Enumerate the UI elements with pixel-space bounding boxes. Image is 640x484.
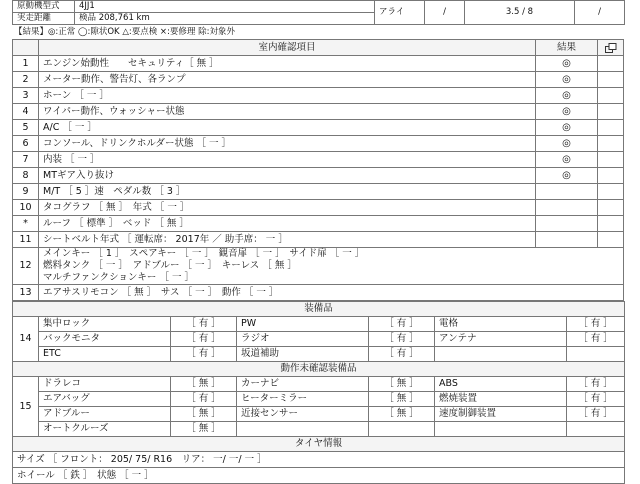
unverified-item-value <box>567 422 625 437</box>
row-no: 1 <box>13 56 39 72</box>
equipment-item-value: ［ 有 ］ <box>171 332 237 347</box>
check-row <box>13 152 624 168</box>
unverified-row <box>13 422 625 437</box>
row-result <box>536 232 598 248</box>
row-no: 2 <box>13 72 39 88</box>
check-row <box>13 104 624 120</box>
result-header: 結果 <box>536 40 598 56</box>
unverified-item-name: エアバッグ <box>39 392 171 407</box>
unverified-row <box>13 407 625 422</box>
row-result: ◎ <box>536 56 598 72</box>
check-row <box>13 168 624 184</box>
mileage-label: 実走距離 <box>13 13 75 25</box>
check-row <box>13 136 624 152</box>
unverified-item-name: 近接センサー <box>237 407 369 422</box>
row-item: ワイパー動作、ウォッシャー状態 <box>39 104 536 120</box>
result-legend: 【結果】◎:正常 ◯:隙状OK △:要点検 ×:要修理 除:対象外 <box>14 27 235 37</box>
row-no: 5 <box>13 120 39 136</box>
equipment-item-name: PW <box>237 317 369 332</box>
row-no: 3 <box>13 88 39 104</box>
engine-label: 原動機型式 <box>13 1 75 13</box>
unverified-item-value: ［ 有 ］ <box>567 377 625 392</box>
interior-title: 室内確認項目 <box>39 40 536 56</box>
equipment-item-name <box>435 347 567 362</box>
copy-icon <box>605 43 617 53</box>
row-result: ◎ <box>536 88 598 104</box>
row-result <box>536 184 598 200</box>
row-result: ◎ <box>536 136 598 152</box>
check-row <box>13 184 624 200</box>
engine-value: 4JJ1 <box>75 1 375 13</box>
equipment-item-value: ［ 有 ］ <box>369 347 435 362</box>
equipment-item-name: アンテナ <box>435 332 567 347</box>
equipment-item-name: 坂道補助 <box>237 347 369 362</box>
equipment-item-value: ［ 有 ］ <box>369 317 435 332</box>
equipment-item-value <box>567 347 625 362</box>
unverified-item-value: ［ 無 ］ <box>171 377 237 392</box>
equipment-item-name: 電格 <box>435 317 567 332</box>
equipment-no: 14 <box>13 317 39 362</box>
equipment-item-name: 集中ロック <box>39 317 171 332</box>
unverified-item-value: ［ 有 ］ <box>567 392 625 407</box>
align-label: アライ <box>375 1 425 25</box>
check-row <box>13 72 624 88</box>
row-result <box>536 216 598 232</box>
row-no: 4 <box>13 104 39 120</box>
row-12-line-1: メインキー ［ 1 ］ スペアキー ［ 一 ］ 観音扉 ［ 一 ］ サイド扉 ［ 一 ］ <box>43 248 365 259</box>
check-row <box>13 120 624 136</box>
tire-wheel: ホイール ［ 鉄 ］ 状態 ［ 一 ］ <box>13 468 625 484</box>
equipment-item-name: ETC <box>39 347 171 362</box>
document <box>12 0 624 484</box>
vehicle-info-table <box>12 0 625 25</box>
unverified-item-value: ［ 無 ］ <box>369 392 435 407</box>
unverified-item-value: ［ 無 ］ <box>171 422 237 437</box>
row-no: 6 <box>13 136 39 152</box>
align-slash-2: / <box>575 1 625 25</box>
unverified-item-name: ヒーターミラー <box>237 392 369 407</box>
equipment-table <box>12 301 625 484</box>
check-row <box>13 232 624 248</box>
equipment-row <box>13 317 625 332</box>
row-no: 11 <box>13 232 39 248</box>
row-no: 8 <box>13 168 39 184</box>
equipment-item-value: ［ 有 ］ <box>567 317 625 332</box>
row-item: シートベルト年式 ［ 運転席： 2017年 ／ 助手席： 一 ］ <box>39 232 536 248</box>
align-value: 3.5 / 8 <box>465 1 575 25</box>
row-no: 7 <box>13 152 39 168</box>
unverified-item-value: ［ 無 ］ <box>369 377 435 392</box>
row-item: コンソール、ドリンクホルダー状態 ［ 一 ］ <box>39 136 536 152</box>
unverified-item-value: ［ 有 ］ <box>567 407 625 422</box>
unverified-item-name <box>435 422 567 437</box>
align-slash: / <box>425 1 465 25</box>
equipment-row <box>13 332 625 347</box>
equipment-row <box>13 347 625 362</box>
unverified-row <box>13 377 625 392</box>
unverified-row <box>13 392 625 407</box>
row-item: ホーン ［ 一 ］ <box>39 88 536 104</box>
row-item: A/C ［ 一 ］ <box>39 120 536 136</box>
equipment-item-value: ［ 有 ］ <box>171 347 237 362</box>
unverified-item-name: アドブルー <box>39 407 171 422</box>
unverified-item-value <box>369 422 435 437</box>
row-13-item: エアサスリモコン ［ 無 ］ サス ［ 一 ］ 動作 ［ 一 ］ <box>39 285 624 301</box>
row-item: エンジン始動性 セキュリティ［ 無 ］ <box>39 56 536 72</box>
row-result: ◎ <box>536 152 598 168</box>
tire-title: タイヤ情報 <box>13 437 625 452</box>
row-item: M/T ［ 5 ］速 ペダル数 ［ 3 ］ <box>39 184 536 200</box>
row-result: ◎ <box>536 72 598 88</box>
row-13-no: 13 <box>13 285 39 301</box>
unverified-item-name: 速度制御装置 <box>435 407 567 422</box>
unverified-title: 動作未確認装備品 <box>13 362 625 377</box>
row-no: 10 <box>13 200 39 216</box>
unverified-item-name: 燃焼装置 <box>435 392 567 407</box>
row-result: ◎ <box>536 120 598 136</box>
equipment-item-value: ［ 有 ］ <box>171 317 237 332</box>
unverified-item-name: カーナビ <box>237 377 369 392</box>
row-result: ◎ <box>536 104 598 120</box>
check-row <box>13 56 624 72</box>
unverified-item-name: ドラレコ <box>39 377 171 392</box>
row-12-line-2: 燃料タンク ［ 一 ］ アドブルー ［ 一 ］ キーレス ［ 無 ］ <box>43 260 297 271</box>
equipment-item-name: バックモニタ <box>39 332 171 347</box>
check-row <box>13 216 624 232</box>
equipment-item-value: ［ 有 ］ <box>567 332 625 347</box>
row-item: タコグラフ ［ 無 ］ 年式 ［ 一 ］ <box>39 200 536 216</box>
row-12-line-3: マルチファンクションキー ［ 一 ］ <box>43 272 194 283</box>
row-item: メーター動作、警告灯、各ランプ <box>39 72 536 88</box>
row-result: ◎ <box>536 168 598 184</box>
mileage-value: 検品 208,761 km <box>75 13 375 25</box>
unverified-item-name: オートクルーズ <box>39 422 171 437</box>
row-no: * <box>13 216 39 232</box>
unverified-item-value: ［ 無 ］ <box>171 407 237 422</box>
unverified-no: 15 <box>13 377 39 437</box>
interior-check-table <box>12 39 624 301</box>
row-item: MTギア入り抜け <box>39 168 536 184</box>
equipment-title: 装備品 <box>13 302 625 317</box>
unverified-item-value: ［ 無 ］ <box>369 407 435 422</box>
check-row <box>13 200 624 216</box>
row-item: ルーフ ［ 標準 ］ ベッド ［ 無 ］ <box>39 216 536 232</box>
copy-button[interactable] <box>598 40 624 56</box>
tire-size: サイズ ［ フロント： 205/ 75/ R16 リア： 一/ 一/ 一 ］ <box>13 452 625 468</box>
row-result <box>536 200 598 216</box>
equipment-item-value: ［ 有 ］ <box>369 332 435 347</box>
check-row <box>13 88 624 104</box>
unverified-item-value: ［ 有 ］ <box>171 392 237 407</box>
row-12-no: 12 <box>13 248 39 285</box>
row-no: 9 <box>13 184 39 200</box>
unverified-item-name: ABS <box>435 377 567 392</box>
row-item: 内装 ［ 一 ］ <box>39 152 536 168</box>
equipment-item-name: ラジオ <box>237 332 369 347</box>
unverified-item-name <box>237 422 369 437</box>
